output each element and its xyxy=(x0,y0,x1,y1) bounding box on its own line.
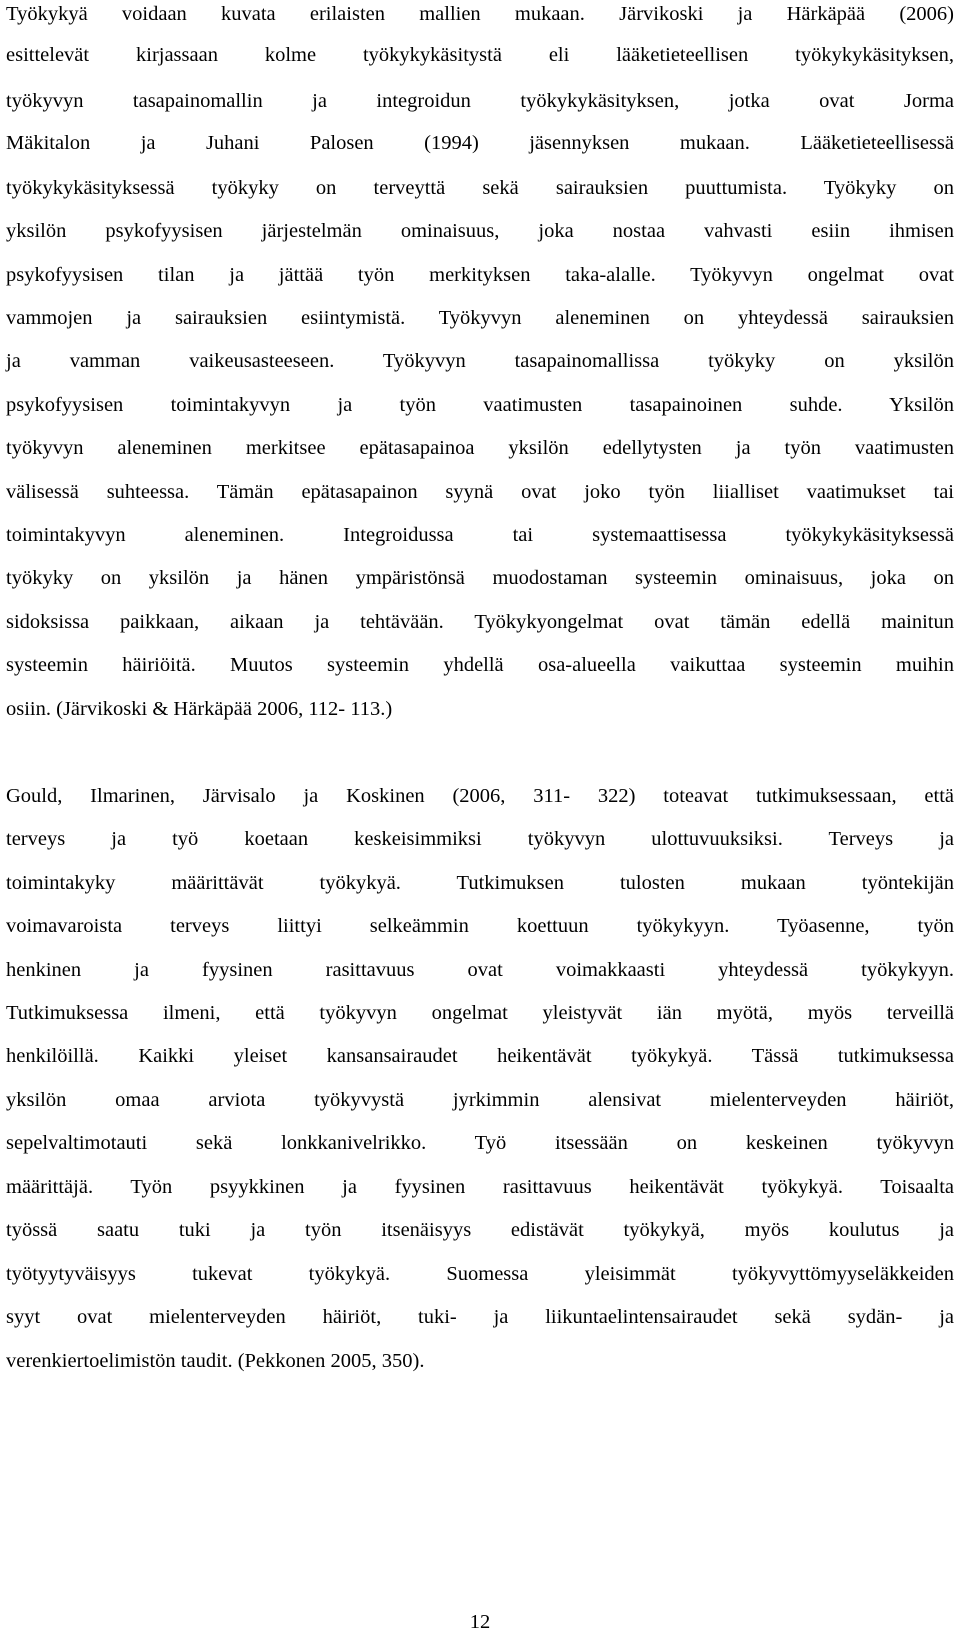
text-line: henkinen ja fyysinen rasittavuus ovat voimakkaasti yhteydessä työkykyyn. xyxy=(6,959,954,981)
text-line: verenkiertoelimistön taudit. (Pekkonen 2005, 350). xyxy=(6,1350,425,1372)
text-line: työtyytyväisyys tukevat työkykyä. Suomessa yleisimmät työkyvyttömyyseläkkeiden xyxy=(6,1263,954,1285)
text-line: työkyvyn tasapainomallin ja integroidun työkykykäsityksen, jotka ovat Jorma xyxy=(6,90,954,112)
text-line: työkykykäsityksessä työkyky on terveyttä sekä sairauksien puuttumista. Työkyky on xyxy=(6,177,954,199)
text-line: määrittäjä. Työn psyykkinen ja fyysinen rasittavuus heikentävät työkykyä. Toisaalta xyxy=(6,1176,954,1198)
text-line: toimintakyvyn aleneminen. Integroidussa tai systemaattisessa työkykykäsityksessä xyxy=(6,524,954,546)
text-line: työkyky on yksilön ja hänen ympäristönsä muodostaman systeemin ominaisuus, joka on xyxy=(6,567,954,589)
text-line: syyt ovat mielenterveyden häiriöt, tuki- ja liikuntaelintensairaudet sekä sydän- ja xyxy=(6,1306,954,1328)
text-line: työkyvyn aleneminen merkitsee epätasapainoa yksilön edellytysten ja työn vaatimusten xyxy=(6,437,954,459)
text-line: yksilön psykofyysisen järjestelmän ominaisuus, joka nostaa vahvasti esiin ihmisen xyxy=(6,220,954,242)
text-line: esittelevät kirjassaan kolme työkykykäsitystä eli lääketieteellisen työkykykäsityksen, xyxy=(6,44,954,66)
text-line: henkilöillä. Kaikki yleiset kansansairaudet heikentävät työkykyä. Tässä tutkimuksessa xyxy=(6,1045,954,1067)
text-line: psykofyysisen tilan ja jättää työn merkityksen taka-alalle. Työkyvyn ongelmat ovat xyxy=(6,264,954,286)
text-line: Työkykyä voidaan kuvata erilaisten mallien mukaan. Järvikoski ja Härkäpää (2006) xyxy=(6,3,954,25)
text-line: välisessä suhteessa. Tämän epätasapainon syynä ovat joko työn liialliset vaatimukset tai xyxy=(6,481,954,503)
text-line: psykofyysisen toimintakyvyn ja työn vaatimusten tasapainoinen suhde. Yksilön xyxy=(6,394,954,416)
text-line: Tutkimuksessa ilmeni, että työkyvyn ongelmat yleistyvät iän myötä, myös terveillä xyxy=(6,1002,954,1024)
text-line: voimavaroista terveys liittyi selkeämmin koettuun työkykyyn. Työasenne, työn xyxy=(6,915,954,937)
text-line: vammojen ja sairauksien esiintymistä. Työkyvyn aleneminen on yhteydessä sairauksien xyxy=(6,307,954,329)
text-line: sidoksissa paikkaan, aikaan ja tehtävään. Työkykyongelmat ovat tämän edellä mainitun xyxy=(6,611,954,633)
text-line: ja vamman vaikeusasteeseen. Työkyvyn tasapainomallissa työkyky on yksilön xyxy=(6,350,954,372)
page-number: 12 xyxy=(469,1611,491,1633)
text-line: työssä saatu tuki ja työn itsenäisyys edistävät työkykyä, myös koulutus ja xyxy=(6,1219,954,1241)
text-line: yksilön omaa arviota työkyvystä jyrkimmin alensivat mielenterveyden häiriöt, xyxy=(6,1089,954,1111)
text-line: osiin. (Järvikoski & Härkäpää 2006, 112- 113.) xyxy=(6,698,393,720)
text-line: toimintakyky määrittävät työkykyä. Tutkimuksen tulosten mukaan työntekijän xyxy=(6,872,954,894)
text-line: systeemin häiriöitä. Muutos systeemin yhdellä osa-alueella vaikuttaa systeemin muihin xyxy=(6,654,954,676)
text-line: Mäkitalon ja Juhani Palosen (1994) jäsennyksen mukaan. Lääketieteellisessä xyxy=(6,132,954,154)
text-line: Gould, Ilmarinen, Järvisalo ja Koskinen (2006, 311- 322) toteavat tutkimuksessaan, että xyxy=(6,785,954,807)
text-line: terveys ja työ koetaan keskeisimmiksi työkyvyn ulottuvuuksiksi. Terveys ja xyxy=(6,828,954,850)
text-line: sepelvaltimotauti sekä lonkkanivelrikko. Työ itsessään on keskeinen työkyvyn xyxy=(6,1132,954,1154)
